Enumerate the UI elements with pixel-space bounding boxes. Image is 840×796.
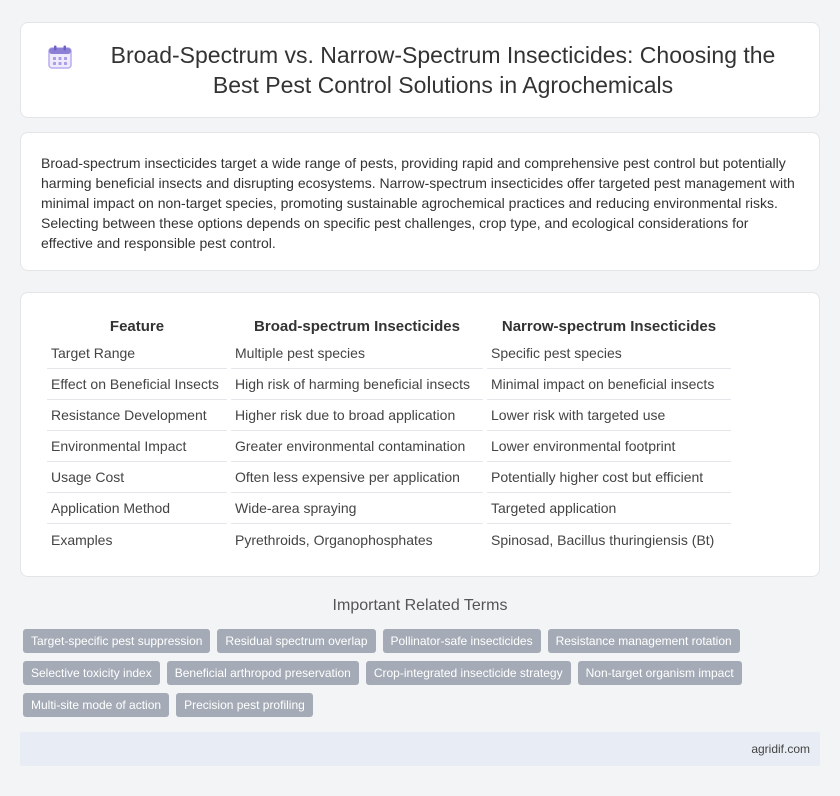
page-title: Broad-Spectrum vs. Narrow-Spectrum Insecticides: Choosing the Best Pest Control Solutions in Agrochemicals	[110, 42, 776, 98]
table-cell: Target Range	[47, 338, 227, 369]
intro-card	[20, 132, 820, 271]
comparison-table-card	[20, 292, 820, 577]
title-card	[20, 22, 820, 118]
table-cell: Wide-area spraying	[231, 493, 483, 524]
table-cell: Multiple pest species	[231, 338, 483, 369]
footer	[20, 732, 820, 766]
table-cell: Lower risk with targeted use	[487, 400, 731, 431]
table-cell: High risk of harming beneficial insects	[231, 369, 483, 400]
footer-site-link[interactable]: agridif.com	[751, 742, 810, 756]
table-row	[47, 400, 731, 431]
table-row	[47, 524, 731, 555]
table-row	[47, 369, 731, 400]
related-term-tag[interactable]: Precision pest profiling	[176, 693, 313, 717]
table-cell: Resistance Development	[47, 400, 227, 431]
table-row	[47, 338, 731, 369]
comparison-table	[43, 315, 735, 555]
table-cell: Effect on Beneficial Insects	[47, 369, 227, 400]
intro-text: Broad-spectrum insecticides target a wide range of pests, providing rapid and comprehensive pest control but potentially harming beneficial insects and disrupting ecosystems. Narrow-spectrum insecticides offer targeted pest management with minimal impact on non-target species, promoting sustainable agrochemical practices and reducing environmental risks. Selecting between these options depends on specific pest challenges, crop type, and ecological considerations for effective and responsible pest control.	[41, 155, 795, 251]
table-row	[47, 431, 731, 462]
table-cell: Higher risk due to broad application	[231, 400, 483, 431]
related-term-tag[interactable]: Selective toxicity index	[23, 661, 160, 685]
calendar-icon	[47, 44, 73, 70]
table-cell: Spinosad, Bacillus thuringiensis (Bt)	[491, 531, 715, 548]
column-header-narrow: Narrow-spectrum Insecticides	[501, 318, 717, 335]
table-row	[47, 462, 731, 493]
table-cell: Often less expensive per application	[231, 462, 483, 493]
table-cell: Specific pest species	[487, 338, 731, 369]
related-term-tag[interactable]: Multi-site mode of action	[23, 693, 169, 717]
related-term-tag[interactable]: Resistance management rotation	[548, 629, 740, 653]
related-term-tag[interactable]: Non-target organism impact	[578, 661, 742, 685]
table-cell: Minimal impact on beneficial insects	[487, 369, 731, 400]
related-term-tag[interactable]: Pollinator-safe insecticides	[383, 629, 541, 653]
table-cell: Usage Cost	[47, 462, 227, 493]
related-term-tag[interactable]: Beneficial arthropod preservation	[167, 661, 359, 685]
table-cell: Environmental Impact	[47, 431, 227, 462]
related-terms-tags	[23, 629, 823, 725]
table-header-row	[47, 315, 731, 338]
table-cell: Lower environmental footprint	[487, 431, 731, 462]
table-cell: Examples	[51, 531, 113, 548]
related-terms-title: Important Related Terms	[332, 597, 508, 614]
title-wrap	[40, 40, 800, 100]
table-cell: Application Method	[47, 493, 227, 524]
related-term-tag[interactable]: Crop-integrated insecticide strategy	[366, 661, 571, 685]
column-header-feature: Feature	[109, 318, 165, 335]
table-cell: Greater environmental contamination	[231, 431, 483, 462]
table-cell: Potentially higher cost but efficient	[487, 462, 731, 493]
table-cell: Pyrethroids, Organophosphates	[235, 531, 433, 548]
related-term-tag[interactable]: Residual spectrum overlap	[217, 629, 375, 653]
table-cell: Targeted application	[487, 493, 731, 524]
column-header-broad: Broad-spectrum Insecticides	[254, 318, 460, 335]
related-term-tag[interactable]: Target-specific pest suppression	[23, 629, 210, 653]
table-row	[47, 493, 731, 524]
